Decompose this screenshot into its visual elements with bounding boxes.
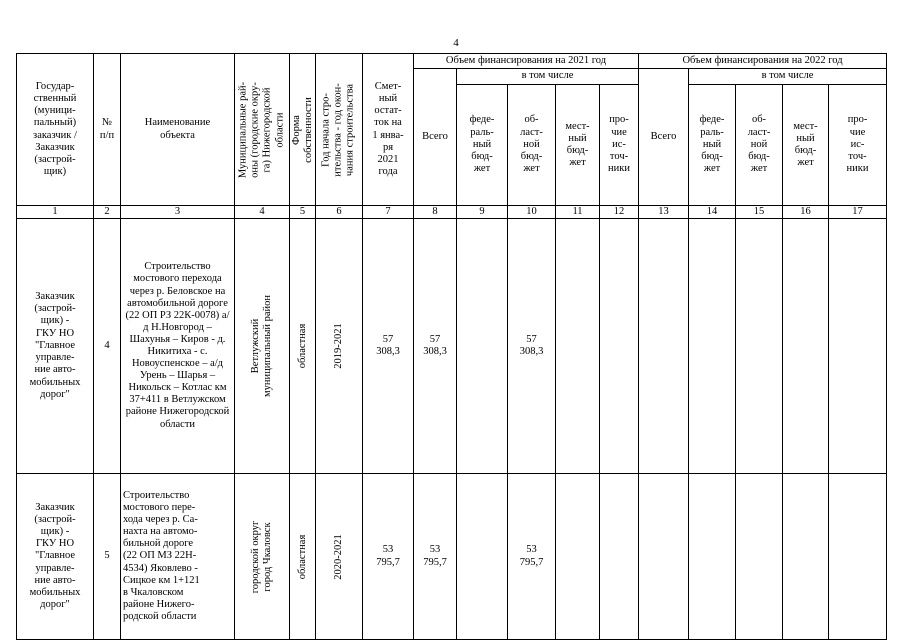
cell-object: Строительство мостового перехода через р. Беловское на автомобильной дороге (22 ОП РЗ 22К-0078) а/д Н.Новгород – Шахунья – Киров - д. Никитиха - с. Новоуспенское – а/д Урень – Шарья – Никольск – Котлас км 37+411 в Ветлужском районе Нижегородской области — [121, 219, 235, 474]
column-number: 6 — [316, 206, 363, 219]
cell-number: 4 — [94, 219, 121, 474]
cell-object: Строительство мостового пере- хода через р. Са- нахта на автомо- бильной дороге (22 ОП МЗ 22Н- 4534) Яковлево - Сицкое км 1+121 в Чкаловском районе Нижего- родской области — [121, 474, 235, 640]
header-years — [316, 54, 363, 206]
cell-other-2022 — [829, 219, 887, 474]
cell-federal-2022 — [689, 474, 736, 640]
header-ownership-text: Форма собственности — [290, 96, 314, 163]
header-object-name: Наименование объекта — [121, 54, 235, 206]
cell-ownership — [290, 219, 316, 474]
header-years-text: Год начала стро- ительства - год окон- чания строительства — [320, 82, 357, 177]
cell-local-2021 — [556, 474, 600, 640]
cell-municipality-text: Ветлужский муниципальный район — [249, 294, 273, 398]
header-other-2022: про- чие ис- точ- ники — [829, 85, 887, 206]
header-total-2021: Всего — [414, 69, 457, 206]
page-number: 4 — [453, 37, 459, 49]
header-total-2022: Всего — [639, 69, 689, 206]
cell-local-2022 — [783, 219, 829, 474]
header-other-2021: про- чие ис- точ- ники — [600, 85, 639, 206]
column-number: 10 — [508, 206, 556, 219]
cell-years-text: 2019-2021 — [332, 323, 344, 369]
cell-years-text: 2020-2021 — [332, 533, 344, 580]
column-number: 7 — [363, 206, 414, 219]
cell-municipality — [235, 219, 290, 474]
cell-local-2022 — [783, 474, 829, 640]
cell-federal-2022 — [689, 219, 736, 474]
column-number-row — [17, 206, 887, 219]
column-number: 5 — [290, 206, 316, 219]
cell-total-2021: 57 308,3 — [414, 219, 457, 474]
cell-other-2022 — [829, 474, 887, 640]
cell-ownership-text: областная — [296, 534, 308, 579]
header-regional-2021: об- ласт- ной бюд- жет — [508, 85, 556, 206]
cell-years — [316, 219, 363, 474]
column-number: 17 — [829, 206, 887, 219]
cell-regional-2021: 53 795,7 — [508, 474, 556, 640]
table-row — [17, 219, 887, 474]
column-number: 15 — [736, 206, 783, 219]
header-funding-2021: Объем финансирования на 2021 год — [414, 54, 639, 69]
column-number: 12 — [600, 206, 639, 219]
header-regional-2022: об- ласт- ной бюд- жет — [736, 85, 783, 206]
column-number: 8 — [414, 206, 457, 219]
cell-estimate: 57 308,3 — [363, 219, 414, 474]
header-row-1 — [17, 54, 887, 69]
header-estimate: Смет- ный остат- ток на 1 янва- ря 2021 года — [363, 54, 414, 206]
cell-ownership-text: областная — [296, 323, 308, 369]
cell-other-2021 — [600, 219, 639, 474]
column-number: 9 — [457, 206, 508, 219]
cell-regional-2022 — [736, 219, 783, 474]
header-customer: Государ- ственный (муници- пальный) заказчик / Заказчик (застрой- щик) — [17, 54, 94, 206]
cell-regional-2022 — [736, 474, 783, 640]
header-municipality — [235, 54, 290, 206]
column-number: 2 — [94, 206, 121, 219]
column-number: 1 — [17, 206, 94, 219]
cell-federal-2021 — [457, 474, 508, 640]
header-funding-2022: Объем финансирования на 2022 год — [639, 54, 887, 69]
header-number: № п/п — [94, 54, 121, 206]
column-number: 11 — [556, 206, 600, 219]
cell-estimate: 53 795,7 — [363, 474, 414, 640]
cell-years — [316, 474, 363, 640]
column-number: 14 — [689, 206, 736, 219]
column-number: 3 — [121, 206, 235, 219]
cell-federal-2021 — [457, 219, 508, 474]
column-number: 13 — [639, 206, 689, 219]
header-including-2022: в том числе — [689, 69, 887, 85]
cell-ownership — [290, 474, 316, 640]
cell-customer: Заказчик (застрой- щик) - ГКУ НО "Главное управле- ние авто- мобильных дорог" — [17, 219, 94, 474]
header-ownership — [290, 54, 316, 206]
table-row — [17, 474, 887, 640]
header-federal-2021: феде- раль- ный бюд- жет — [457, 85, 508, 206]
column-number: 4 — [235, 206, 290, 219]
cell-regional-2021: 57 308,3 — [508, 219, 556, 474]
cell-number: 5 — [94, 474, 121, 640]
cell-municipality — [235, 474, 290, 640]
cell-municipality-text: городской округ город Чкаловск — [249, 520, 273, 593]
cell-local-2021 — [556, 219, 600, 474]
header-including-2021: в том числе — [457, 69, 639, 85]
cell-total-2022 — [639, 474, 689, 640]
cell-other-2021 — [600, 474, 639, 640]
financing-table — [16, 53, 887, 640]
cell-customer: Заказчик (застрой- щик) - ГКУ НО "Главное управле- ние авто- мобильных дорог" — [17, 474, 94, 640]
header-municipality-text: Муниципальные рай- оны (городские окру- га) Нижегородской области — [237, 81, 286, 178]
cell-total-2022 — [639, 219, 689, 474]
header-local-2022: мест- ный бюд- жет — [783, 85, 829, 206]
header-local-2021: мест- ный бюд- жет — [556, 85, 600, 206]
cell-total-2021: 53 795,7 — [414, 474, 457, 640]
column-number: 16 — [783, 206, 829, 219]
header-federal-2022: феде- раль- ный бюд- жет — [689, 85, 736, 206]
